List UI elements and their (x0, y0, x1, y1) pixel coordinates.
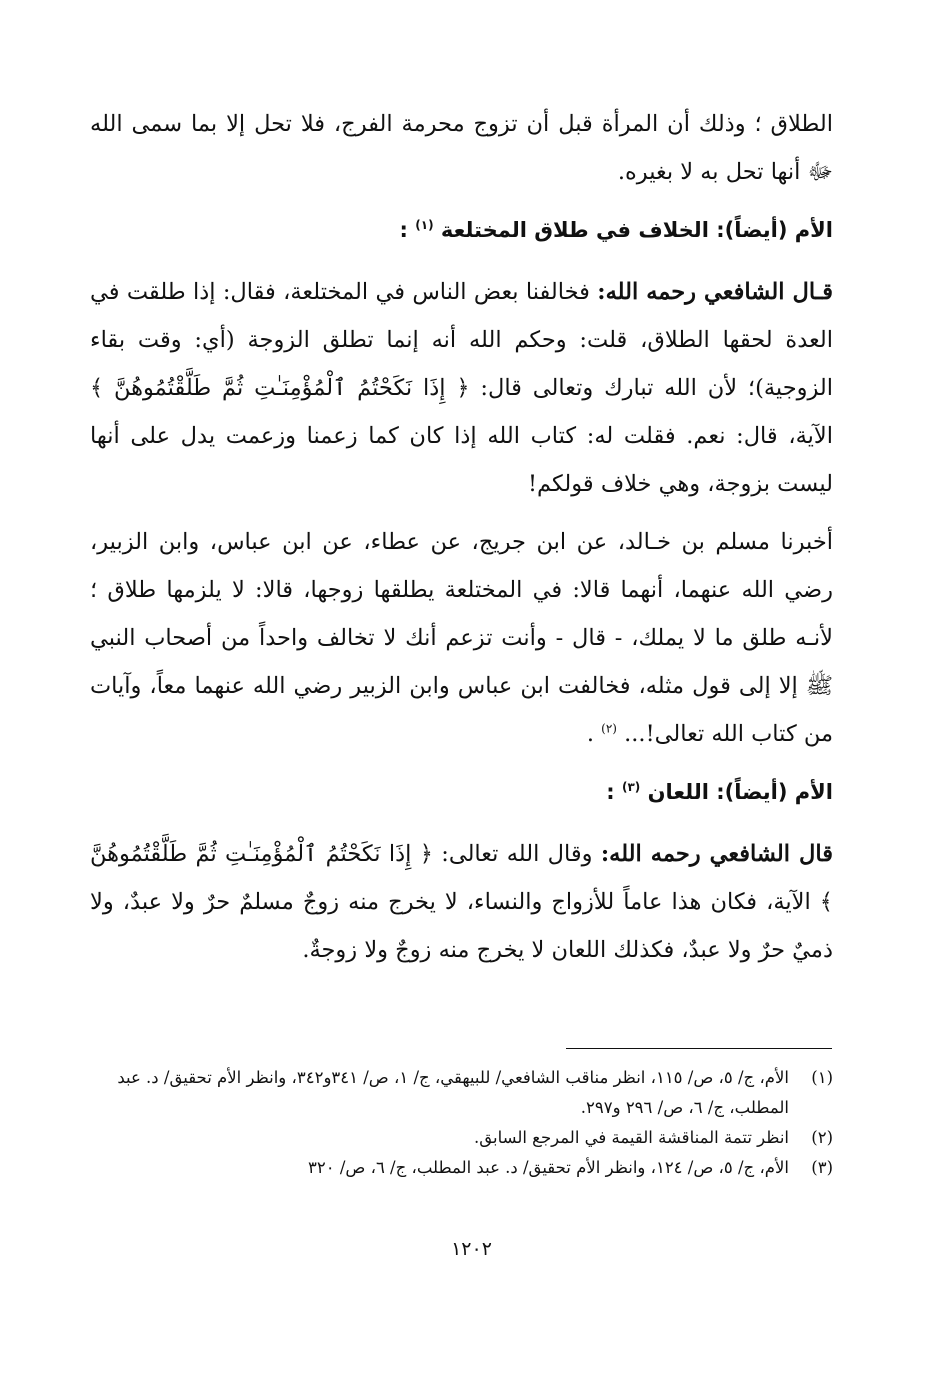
paragraph-shafii-lian (90, 830, 833, 974)
footnote-text: الأم، ج/ ٥، ص/ ١٢٤، وانظر الأم تحقيق/ د. عبد المطلب، ج/ ٦، ص/ ٣٢٠ (308, 1158, 789, 1177)
section-heading-lian (90, 768, 833, 816)
footnote-item (90, 1063, 833, 1123)
paragraph-tail: . (586, 721, 594, 747)
section-heading-khul (90, 206, 833, 254)
paragraph-intro: قال الشافعي رحمه الله: (600, 841, 833, 867)
footnote-number: (١) (811, 1068, 833, 1087)
footnote-ref: (١) (415, 218, 434, 232)
paragraph-shafii-khul (90, 268, 833, 508)
footnote-ref: (٢) (601, 721, 617, 736)
heading-text: الأم (أيضاً): الخلاف في طلاق المختلعة (440, 218, 833, 242)
footnote-text: الأم، ج/ ٥، ص/ ١١٥، انظر مناقب الشافعي/ للبيهقي، ج/ ١، ص/ ٣٤١و٣٤٢، وانظر الأم تحقيق/ د. عبد المطلب، ج/ ٦، ص/ ٢٩٦ و٢٩٧. (117, 1068, 789, 1117)
footnote-ref: (٣) (621, 780, 641, 794)
footnote-text: انظر تتمة المناقشة القيمة في المرجع السابق. (473, 1128, 789, 1147)
paragraph-narration (90, 518, 833, 758)
paragraph-intro: قـال الشافعي رحمه الله: (597, 279, 834, 305)
footnote-number: (٢) (811, 1128, 833, 1147)
footnote-item (90, 1123, 833, 1153)
footnote-divider (566, 1048, 832, 1049)
heading-text: الأم (أيضاً): اللعان (647, 780, 833, 804)
paragraph-continuation (90, 100, 833, 196)
heading-tail: : (399, 218, 408, 242)
paragraph-text: الطلاق ؛ وذلك أن المرأة قبل أن تزوج محرمة الفرج، فلا تحل إلا بما سمى الله ﷻ أنها تحل به لا بغيره. (90, 111, 833, 185)
body-text (90, 100, 833, 984)
footnotes (90, 1063, 833, 1183)
footnote-item (90, 1153, 833, 1183)
footnote-number: (٣) (811, 1158, 833, 1177)
page-number: ١٢٠٢ (451, 1238, 492, 1260)
paragraph-text: فخالفنا بعض الناس في المختلعة، فقال: إذا طلقت في العدة لحقها الطلاق، قلت: وحكم الله أنه إنما تطلق الزوجة (أي: وقت بقاء الزوجية)؛ لأن الله تبارك وتعالى قال: ﴿ إِذَا نَكَحْتُمُ ٱلْمُؤْمِنَـٰتِ ثُمَّ طَلَّقْتُمُوهُنَّ ﴾ الآية، قال: نعم. فقلت له: كتاب الله إذا كان كما زعمنا وزعمت يدل على أنها ليست بزوجة، وهي خلاف قولكم! (90, 279, 833, 497)
heading-tail: : (606, 780, 615, 804)
paragraph-text: أخبرنا مسلم بن خـالد، عن ابن جريج، عن عطاء، عن ابن عباس، وابن الزبير، رضي الله عنهما، أنهما قالا: في المختلعة يطلقها زوجها، قالا: لا يلزمها طلاق ؛ لأنـه طلق ما لا يملك، - قال - وأنت تزعم أنك لا تخالف واحداً من أصحاب النبي ﷺ إلا إلى قول مثله، فخالفت ابن عباس وابن الزبير رضي الله عنهما معاً، وآيات من كتاب الله تعالى!... (90, 529, 833, 747)
paragraph-text: وقال الله تعالى: ﴿ إِذَا نَكَحْتُمُ ٱلْمُؤْمِنَـٰتِ ثُمَّ طَلَّقْتُمُوهُنَّ ﴾ الآية، فكان هذا عاماً للأزواج والنساء، لا يخرج منه زوجٌ مسلمٌ حرٌ ولا عبدٌ، ولا ذميٌ حرٌ ولا عبدٌ، فكذلك اللعان لا يخرج منه زوجٌ ولا زوجةٌ. (90, 841, 833, 963)
